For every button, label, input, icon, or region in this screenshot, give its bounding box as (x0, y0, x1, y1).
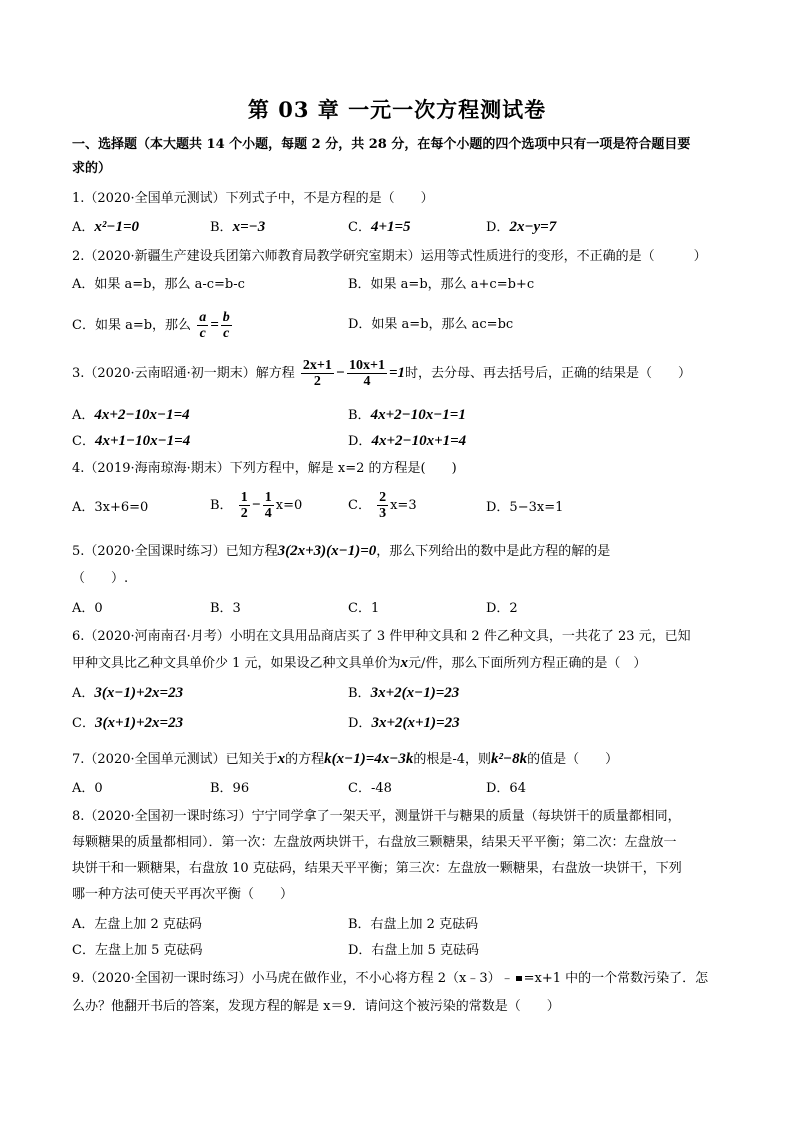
fraction: $\frac{10x+1}{4}$ (348, 358, 385, 389)
q6-option-c: C．3(x+1)+2x=23 (72, 715, 184, 731)
page-title: 第 03 章 一元一次方程测试卷 (247, 97, 547, 122)
q3-option-d: D．4x+2−10x+1=4 (348, 433, 467, 449)
question-8-stem-cont: 每颗糖果的质量都相同）．第一次：左盘放两块饼干，右盘放三颗糖果，结果天平平衡；第二次：左盘放一 (72, 835, 677, 850)
question-8-stem-cont: 哪一种方法可使天平再次平衡（ ） (72, 887, 294, 902)
section-heading-cont: 求的） (72, 161, 112, 176)
q1-option-b: B．x=−3 (210, 219, 266, 235)
question-7-stem: 7.（2020·全国单元测试）已知关于x的方程k(x−1)=4x−3k的根是-4，则k²−8k的值是（ ） (72, 751, 619, 767)
question-9-stem-cont: 么办？他翻开书后的答案，发现方程的解是 x＝9．请问这个被污染的常数是（ ） (72, 999, 560, 1014)
fraction: $\frac{a}{c}$ (199, 310, 207, 341)
question-8-stem-cont: 块饼干和一颗糖果，右盘放 10 克砝码，结果天平平衡；第三次：左盘放一颗糖果，右盘放一块饼干，下列 (72, 861, 682, 876)
q2-option-a: A．如果 a=b，那么 a-c=b-c (72, 277, 245, 292)
question-6-stem: 6.（2020·河南南召·月考）小明在文具用品商店买了 3 件甲种文具和 2 件乙种文具，一共花了 23 元，已知 (72, 629, 691, 644)
q8-option-a: A．左盘上加 2 克砝码 (72, 917, 202, 932)
q6-option-b: B．3x+2(x−1)=23 (348, 685, 460, 701)
fraction: $\frac{1}{2}$ (240, 490, 248, 521)
section-heading: 一、选择题（本大题共 14 个小题，每题 2 分，共 28 分，在每个小题的四个选项中只有一项是符合题目要 (72, 137, 691, 152)
q5-option-a: A．0 (72, 601, 103, 616)
q4-option-b: B． $\frac{1}{2}$ − $\frac{1}{4}$ x=0 (210, 490, 303, 521)
q7-option-c: C．-48 (348, 781, 392, 796)
question-8-stem: 8.（2020·全国初一课时练习）宁宁同学拿了一架天平，测量饼干与糖果的质量（每块饼干的质量都相同， (72, 809, 681, 824)
q4-option-c: C． $\frac{2}{3}$ x=3 (348, 490, 417, 521)
q1-option-d: D．2x−y=7 (486, 219, 557, 235)
q2-option-b: B．如果 a=b，那么 a+c=b+c (348, 277, 535, 292)
fraction: $\frac{b}{c}$ (222, 310, 230, 341)
q5-option-b: B．3 (210, 601, 241, 616)
question-1-stem: 1.（2020·全国单元测试）下列式子中，不是方程的是（ ） (72, 191, 434, 206)
q3-option-c: C．4x+1−10x−1=4 (72, 433, 191, 449)
question-5-stem: 5.（2020·全国课时练习）已知方程3(2x+3)(x−1)=0，那么下列给出的数中是此方程的解的是 (72, 543, 611, 559)
question-3-stem: 3.（2020·云南昭通·初一期末）解方程 $\frac{2x+1}{2}$ − $\frac{10x+1}{4}$ =1时，去分母、再去括号后，正确的结果是（ ） (72, 358, 692, 389)
q4-option-a: A．3x+6=0 (72, 500, 149, 515)
q7-option-d: D．64 (486, 781, 526, 796)
q3-option-a: A．4x+2−10x−1=4 (72, 407, 190, 423)
q1-option-a: A．x²−1=0 (72, 219, 140, 235)
q1-option-c: C．4+1=5 (348, 219, 411, 235)
q6-option-a: A．3(x−1)+2x=23 (72, 685, 184, 701)
question-9-stem: 9.（2020·全国初一课时练习）小马虎在做作业，不小心将方程 2（x﹣3）﹣ =x+1 中的一个常数污染了．怎 (72, 971, 709, 986)
fraction: $\frac{1}{4}$ (264, 490, 272, 521)
q7-option-b: B．96 (210, 781, 250, 796)
fraction: $\frac{2x+1}{2}$ (302, 358, 332, 389)
q8-option-c: C．左盘上加 5 克砝码 (72, 943, 203, 958)
q6-option-d: D．3x+2(x+1)=23 (348, 715, 460, 731)
q2-option-c: C．如果 a=b，那么 $\frac{a}{c}$ = $\frac{b}{c}$ (72, 310, 230, 341)
question-2-stem: 2.（2020·新疆生产建设兵团第六师教育局教学研究室期末）运用等式性质进行的变形，不正确的是（ ） (72, 249, 707, 264)
q8-option-b: B．右盘上加 2 克砝码 (348, 917, 479, 932)
q8-option-d: D．右盘上加 5 克砝码 (348, 943, 479, 958)
q5-option-c: C．1 (348, 601, 380, 616)
q2-option-d: D．如果 a=b，那么 ac=bc (348, 317, 514, 332)
q4-option-d: D．5−3x=1 (486, 500, 564, 515)
fraction: $\frac{2}{3}$ (379, 490, 387, 521)
ink-blot-icon (516, 976, 522, 981)
q7-option-a: A．0 (72, 781, 103, 796)
q3-option-b: B．4x+2−10x−1=1 (348, 407, 466, 423)
question-6-stem-cont: 甲种文具比乙种文具单价少 1 元，如果设乙种文具单价为x元/件，那么下面所列方程正确的是（ ） (72, 655, 647, 671)
q5-option-d: D．2 (486, 601, 518, 616)
question-5-stem-cont: （ ）. (72, 571, 129, 586)
question-4-stem: 4.（2019·海南琼海·期末）下列方程中，解是 x=2 的方程是( ) (72, 461, 457, 476)
